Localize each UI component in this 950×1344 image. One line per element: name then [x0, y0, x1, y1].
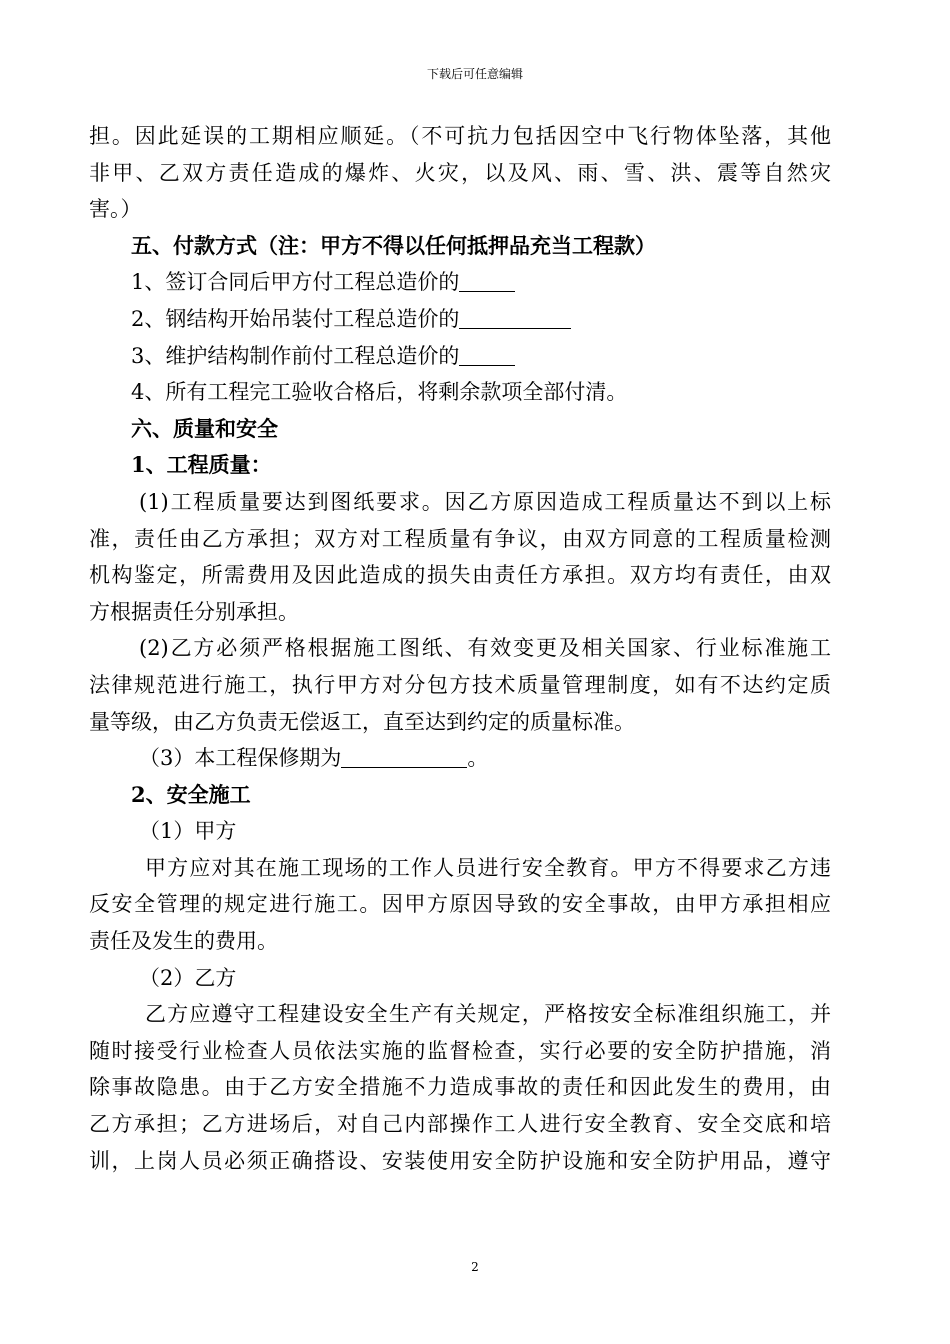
payment-item-1-text: 1、签订合同后甲方付工程总造价的	[131, 270, 460, 295]
paragraph-line: 乙方应遵守工程建设安全生产有关规定，严格按安全标准组织施工，并	[145, 1002, 831, 1027]
paragraph-line: 非甲、乙双方责任造成的爆炸、火灾，以及风、雨、雪、洪、震等自然灾	[89, 160, 831, 185]
payment-item-3	[89, 338, 831, 375]
subheading-quality: 1、工程质量：	[131, 452, 272, 478]
paragraph-line: 法律规范进行施工，执行甲方对分包方技术质量管理制度，如有不达约定质	[89, 672, 831, 697]
page-header: 下载后可任意编辑	[426, 67, 523, 81]
paragraph-line: 随时接受行业检查人员依法实施的监督检查，实行必要的安全防护措施，消	[89, 1038, 831, 1063]
payment-item-1	[89, 264, 831, 301]
page-number: 2	[471, 1260, 479, 1274]
document-body	[89, 118, 831, 1179]
party-b-label: （2）乙方	[139, 965, 237, 990]
paragraph-line: 害。）	[89, 197, 142, 222]
warranty-period-text: （3）本工程保修期为	[139, 746, 342, 771]
warranty-period-line	[89, 740, 831, 777]
payment-item-4: 4、所有工程完工验收合格后，将剩余款项全部付清。	[131, 380, 628, 405]
fill-in-blank[interactable]	[459, 343, 515, 366]
subheading-safety: 2、安全施工	[131, 781, 251, 807]
paragraph-line: 乙方承担；乙方进场后，对自己内部操作工人进行安全教育、安全交底和培	[89, 1112, 831, 1137]
paragraph-line: 准，责任由乙方承担；双方对工程质量有争议，由双方同意的工程质量检测	[89, 526, 831, 551]
fill-in-blank[interactable]	[459, 269, 515, 292]
payment-item-3-text: 3、维护结构制作前付工程总造价的	[131, 343, 460, 368]
party-a-label: （1）甲方	[139, 819, 237, 844]
fill-in-blank[interactable]	[459, 306, 571, 329]
paragraph-line: 量等级，由乙方负责无偿返工，直至达到约定的质量标准。	[89, 709, 635, 734]
paragraph-line: 除事故隐患。由于乙方安全措施不力造成事故的责任和因此发生的费用，由	[89, 1075, 831, 1100]
paragraph-line: 甲方应对其在施工现场的工作人员进行安全教育。甲方不得要求乙方违	[145, 855, 831, 880]
payment-item-2	[89, 301, 831, 338]
section-heading-payment: 五、付款方式（注：甲方不得以任何抵押品充当工程款）	[131, 232, 656, 258]
paragraph-line: 担。因此延误的工期相应顺延。（不可抗力包括因空中飞行物体坠落，其他	[89, 124, 831, 148]
warranty-period-end: 。	[467, 746, 489, 771]
paragraph-line: (1)工程质量要达到图纸要求。因乙方原因造成工程质量达不到以上标	[139, 489, 831, 514]
paragraph-line: 责任及发生的费用。	[89, 929, 278, 954]
paragraph-line: 训，上岗人员必须正确搭设、安装使用安全防护设施和安全防护用品，遵守	[89, 1148, 831, 1173]
fill-in-blank[interactable]	[341, 745, 467, 768]
paragraph-line: 方根据责任分别承担。	[89, 599, 299, 624]
paragraph-line: (2)乙方必须严格根据施工图纸、有效变更及相关国家、行业标准施工	[139, 636, 831, 661]
payment-item-2-text: 2、钢结构开始吊装付工程总造价的	[131, 306, 460, 331]
section-heading-quality-safety: 六、质量和安全	[131, 415, 278, 441]
paragraph-line: 机构鉴定，所需费用及因此造成的损失由责任方承担。双方均有责任，由双	[89, 563, 831, 588]
paragraph-line: 反安全管理的规定进行施工。因甲方原因导致的安全事故，由甲方承担相应	[89, 892, 831, 917]
